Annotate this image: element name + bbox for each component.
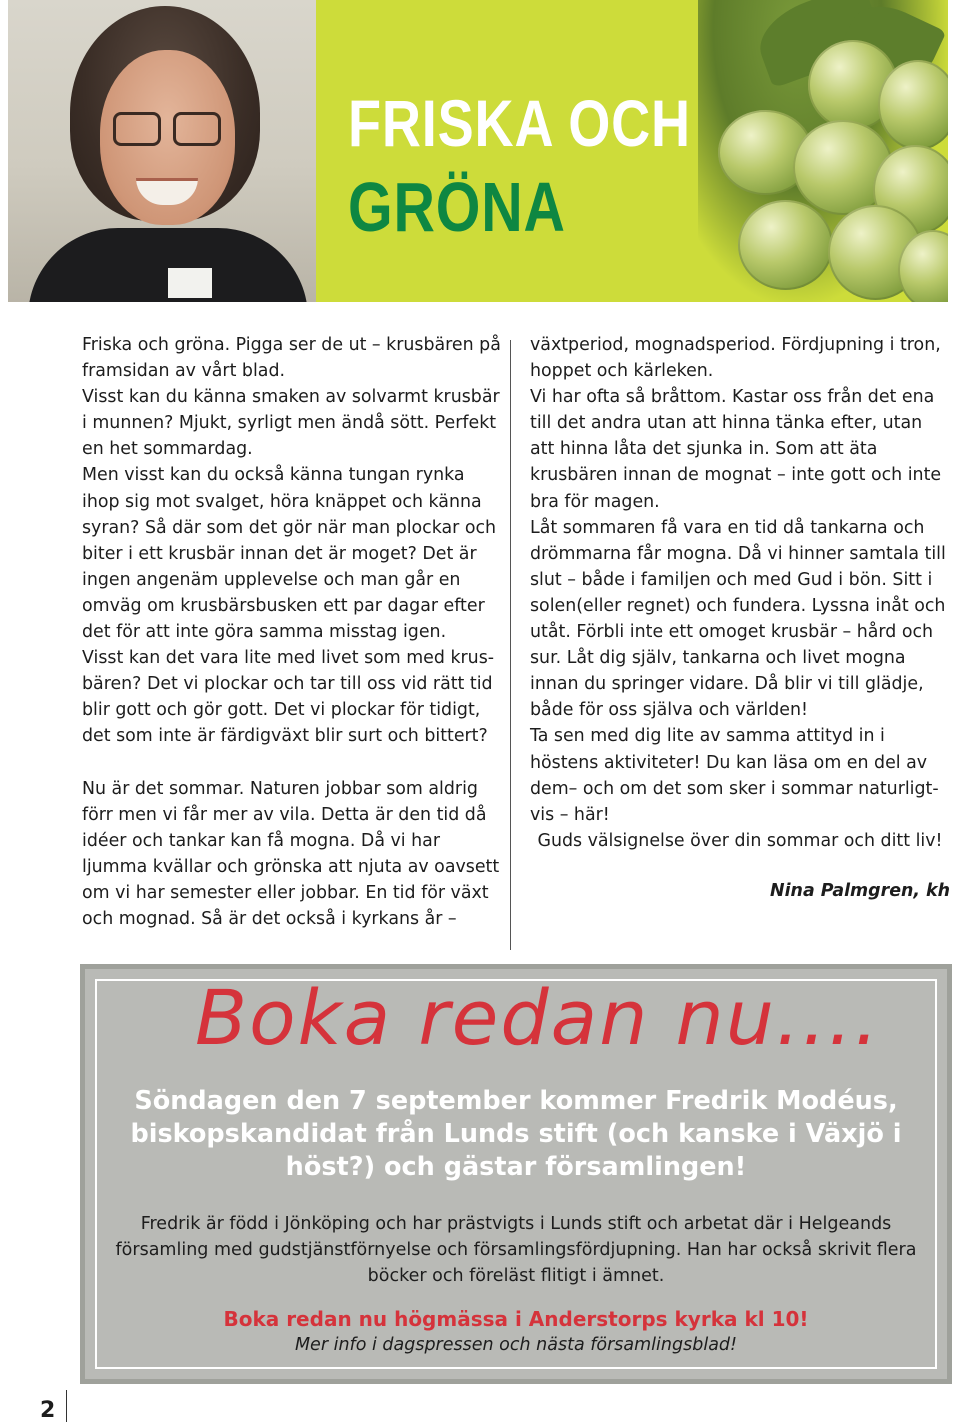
page-number: 2 (40, 1398, 56, 1423)
announcement-box (80, 964, 952, 1384)
paragraph: Låt sommaren få vara en tid då tankarna och drömmarna får mogna. Då vi hinner samtala till slut – både i familjen och med Gud i bön. Sitt i solen(eller regnet) och fundera. Lyssna inåt och utåt. Förbli inte ett omoget krusbär – hård och sur. Låt dig själv, tankarna och livet mogna innan du springer vidare. Då blir vi till glädje, både för oss själva och världen! (530, 517, 946, 721)
paragraph: Friska och gröna. Pigga ser de ut – krusbären på framsidan av vårt blad. (82, 335, 501, 382)
page-title-line1: FRISKA OCH (348, 86, 691, 160)
announcement-headline: Söndagen den 7 september kommer Fredrik Modéus, biskopskandidat från Lunds stift (och kanske i Växjö i höst?) och gästar församlingen! (130, 1086, 902, 1182)
paragraph: Visst kan det vara lite med livet som med krus-bären? Det vi plockar och tar till oss vid rätt tid blir gott och gör gott. Det vi plockar för tidigt, det som inte är färdigväxt blir surt och bittert? (82, 648, 495, 747)
paragraph: Ta sen med dig lite av samma attityd in i höstens aktiviteter! Du kan läsa om en del av dem– och om det som sker i sommar naturligt-vis – här! (530, 726, 939, 825)
paragraph: Visst kan du känna smaken av solvarmt krusbär i munnen? Mjukt, syrligt men ändå sött. Perfekt en het sommardag. (82, 387, 500, 460)
author-signature: Nina Palmgren, kh (770, 880, 950, 901)
announcement-body: Fredrik är född i Jönköping och har prästvigts i Lunds stift och arbetat där i Helgeands församling med gudstjänstförnyelse och församlingsfördjupning. Han har också skrivit flera böcker och föreläst flitigt i ämnet. (115, 1214, 917, 1287)
page-title-line2: GRÖNA (348, 168, 566, 246)
paragraph: växtperiod, mognadsperiod. Fördjupning i tron, hoppet och kärleken. (530, 335, 941, 382)
blessing-line: Guds välsignelse över din sommar och ditt liv! (537, 830, 943, 851)
paragraph: Vi har ofta så bråttom. Kastar oss från det ena till det andra utan att hinna tänka efter, utan att hinna låta det sjunka in. Som att äta krusbären innan de mognat – inte gott och inte bra för magen. (530, 387, 942, 512)
portrait-photo (8, 0, 316, 302)
paragraph: Nu är det sommar. Naturen jobbar som aldrig förr men vi får mer av vila. Detta är den tid då idéer och tankar kan få mogna. Då vi har ljumma kvällar och grönska att njuta av oavsett om vi har semester eller jobbar. En tid för växt och mognad. Så är det också i kyrkans år – (82, 778, 500, 929)
announcement-cta: Boka redan nu högmässa i Anderstorps kyrka kl 10! (223, 1307, 809, 1331)
gooseberries-photo (698, 0, 948, 302)
page-number-rule (66, 1390, 67, 1422)
article-column-right (530, 332, 950, 904)
header-banner (8, 0, 948, 302)
clerical-collar (168, 268, 212, 298)
announcement-script-title: Boka redan nu.... (195, 973, 881, 1062)
paragraph: Men visst kan du också känna tungan rynka ihop sig mot svalget, höra knäppet och känna syran? Så där som det gör när man plockar och biter i ett krusbär innan det är moget? Det är ingen angenäm upplevelse och man går en omväg om krusbärsbusken ett par dagar efter det för att inte göra samma misstag igen. (82, 465, 497, 643)
article-column-left (82, 332, 507, 932)
announcement-info: Mer info i dagspressen och nästa församlingsblad! (294, 1335, 738, 1355)
column-divider (510, 340, 511, 950)
portrait-glasses (113, 112, 223, 146)
